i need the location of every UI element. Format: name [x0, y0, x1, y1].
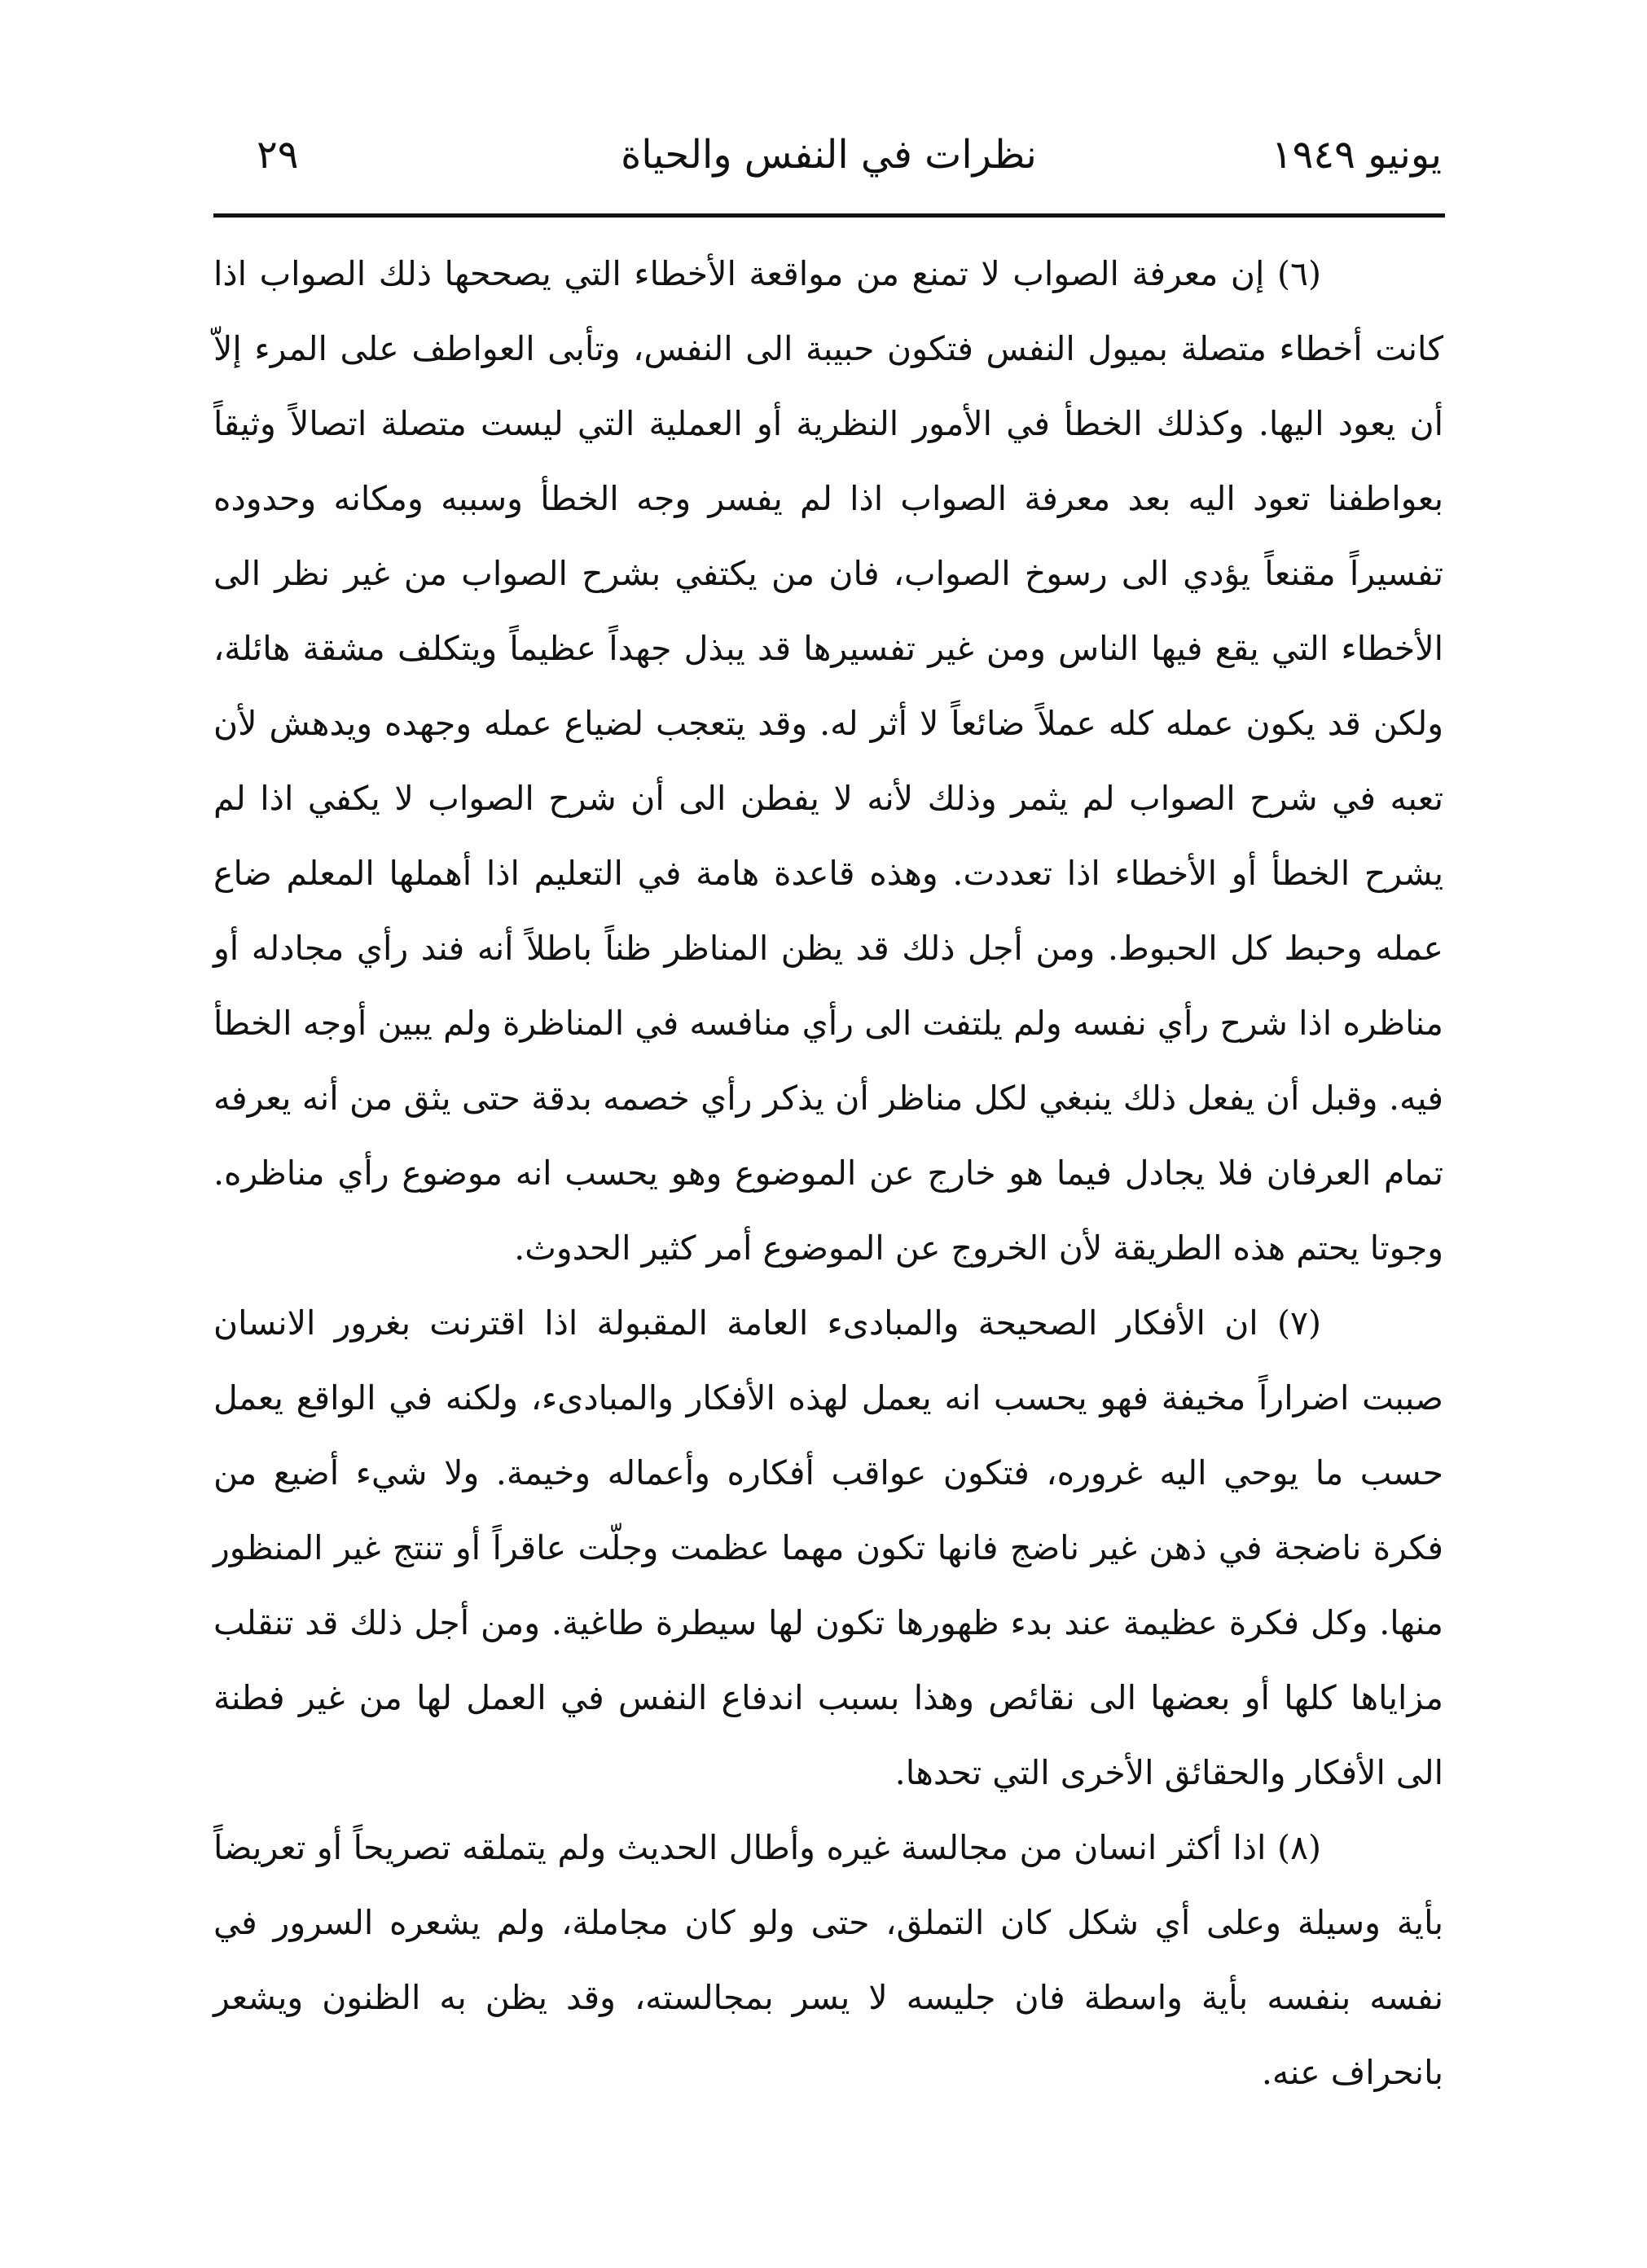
- body-text: [213, 236, 1443, 2110]
- header-date: يونيو ١٩٤٩: [1271, 132, 1442, 178]
- page-number: ٢٩: [257, 132, 299, 178]
- running-header: [216, 122, 1442, 187]
- paragraph-7: (٧) ان الأفكار الصحيحة والمبادىء العامة المقبولة اذا اقترنت بغرور الانسان صببت اضراراً مخيفة فهو يحسب انه يعمل لهذه الأفكار والمبادىء، ولكنه في الواقع يعمل حسب ما يوحي اليه غروره، فتكون عواقب أفكاره وأعماله وخيمة. ولا شيء أضيع من فكرة ناضجة في ذهن غير ناضج فانها تكون مهما عظمت وجلّت عاقراً أو تنتج غير المنظور منها. وكل فكرة عظيمة عند بدء ظهورها تكون لها سيطرة طاغية. ومن أجل ذلك قد تنقلب مزاياها كلها أو بعضها الى نقائص وهذا بسبب اندفاع النفس في العمل لها من غير فطنة الى الأفكار والحقائق الأخرى التي تحدها.: [213, 1303, 1443, 1792]
- paragraph-8: (٨) اذا أكثر انسان من مجالسة غيره وأطال الحديث ولم يتملقه تصريحاً أو تعريضاً بأية وسيلة وعلى أي شكل كان التملق، حتى ولو كان مجاملة، ولم يشعره السرور في نفسه بنفسه بأية واسطة فان جليسه لا يسر بمجالسته، وقد يظن به الظنون ويشعر بانحراف عنه.: [213, 1828, 1443, 2092]
- paragraph-6: (٦) إن معرفة الصواب لا تمنع من مواقعة الأخطاء التي يصححها ذلك الصواب اذا كانت أخطاء متصلة بميول النفس فتكون حبيبة الى النفس، وتأبى العواطف على المرء إلاّ أن يعود اليها. وكذلك الخطأ في الأمور النظرية أو العملية التي ليست متصلة اتصالاً وثيقاً بعواطفنا تعود اليه بعد معرفة الصواب اذا لم يفسر وجه الخطأ وسببه ومكانه وحدوده تفسيراً مقنعاً يؤدي الى رسوخ الصواب، فان من يكتفي بشرح الصواب من غير نظر الى الأخطاء التي يقع فيها الناس ومن غير تفسيرها قد يبذل جهداً عظيماً ويتكلف مشقة هائلة، ولكن قد يكون عمله كله عملاً ضائعاً لا أثر له. وقد يتعجب لضياع عمله وجهده ويدهش لأن تعبه في شرح الصواب لم يثمر وذلك لأنه لا يفطن الى أن شرح الصواب لا يكفي اذا لم يشرح الخطأ أو الأخطاء اذا تعددت. وهذه قاعدة هامة في التعليم اذا أهملها المعلم ضاع عمله وحبط كل الحبوط. ومن أجل ذلك قد يظن المناظر ظناً باطلاً أنه فند رأي مجادله أو مناظره اذا شرح رأي نفسه ولم يلتفت الى رأي منافسه في المناظرة ولم يبين أوجه الخطأ فيه. وقبل أن يفعل ذلك ينبغي لكل مناظر أن يذكر رأي خصمه بدقة حتى يثق من أنه يعرفه تمام العرفان فلا يجادل فيما هو خارج عن الموضوع وهو يحسب انه موضوع رأي مناظره. وجوتا يحتم هذه الطريقة لأن الخروج عن الموضوع أمر كثير الحدوث.: [213, 254, 1443, 1268]
- header-rule: [213, 213, 1445, 218]
- header-title: نظرات في النفس والحياة: [621, 132, 1037, 178]
